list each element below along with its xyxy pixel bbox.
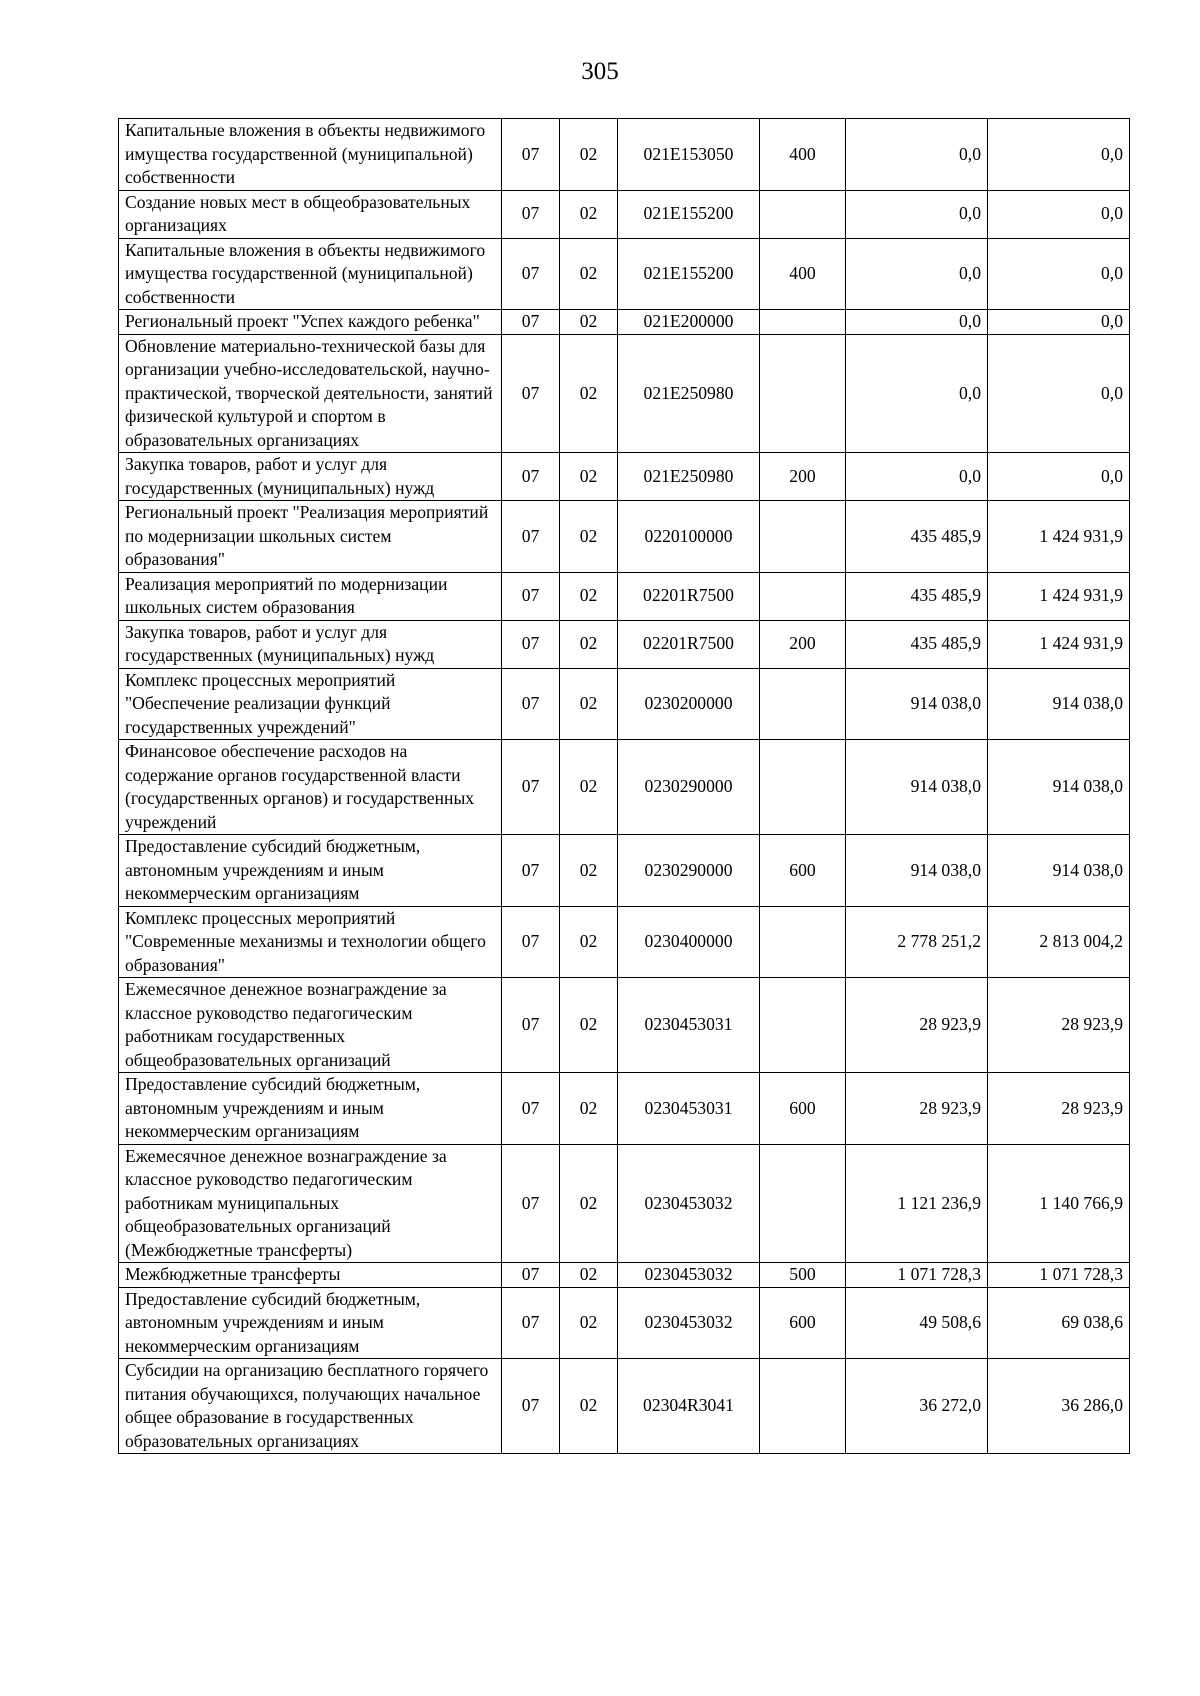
row-expense-type-cell: 200 bbox=[760, 453, 846, 501]
row-name-cell: Создание новых мест в общеобразовательных организациях bbox=[119, 190, 502, 238]
row-target-article-cell: 0230453031 bbox=[618, 1073, 760, 1145]
row-name-cell: Комплекс процессных мероприятий "Обеспечение реализации функций государственных учреждений" bbox=[119, 668, 502, 740]
table-row bbox=[119, 620, 1130, 668]
table-row bbox=[119, 1073, 1130, 1145]
row-expense-type-cell: 600 bbox=[760, 1073, 846, 1145]
row-amount-2-cell: 914 038,0 bbox=[988, 835, 1130, 907]
row-target-article-cell: 021Е250980 bbox=[618, 334, 760, 453]
row-name-cell: Закупка товаров, работ и услуг для государственных (муниципальных) нужд bbox=[119, 620, 502, 668]
row-amount-1-cell: 0,0 bbox=[846, 453, 988, 501]
row-amount-2-cell: 0,0 bbox=[988, 334, 1130, 453]
row-amount-1-cell: 435 485,9 bbox=[846, 620, 988, 668]
row-section-cell: 07 bbox=[502, 740, 560, 835]
row-amount-2-cell: 1 071 728,3 bbox=[988, 1263, 1130, 1288]
row-amount-1-cell: 0,0 bbox=[846, 238, 988, 310]
row-subsection-cell: 02 bbox=[560, 310, 618, 335]
row-section-cell: 07 bbox=[502, 1073, 560, 1145]
row-name-cell: Межбюджетные трансферты bbox=[119, 1263, 502, 1288]
row-name-cell: Комплекс процессных мероприятий "Современные механизмы и технологии общего образования" bbox=[119, 906, 502, 978]
row-name-cell: Региональный проект "Успех каждого ребенка" bbox=[119, 310, 502, 335]
row-amount-2-cell: 1 424 931,9 bbox=[988, 501, 1130, 573]
table-row bbox=[119, 740, 1130, 835]
row-expense-type-cell bbox=[760, 1144, 846, 1263]
row-expense-type-cell bbox=[760, 906, 846, 978]
row-amount-1-cell: 36 272,0 bbox=[846, 1359, 988, 1454]
row-subsection-cell: 02 bbox=[560, 906, 618, 978]
row-expense-type-cell: 400 bbox=[760, 238, 846, 310]
row-target-article-cell: 0230400000 bbox=[618, 906, 760, 978]
row-amount-2-cell: 1 424 931,9 bbox=[988, 572, 1130, 620]
row-section-cell: 07 bbox=[502, 1263, 560, 1288]
row-amount-1-cell: 1 071 728,3 bbox=[846, 1263, 988, 1288]
row-subsection-cell: 02 bbox=[560, 668, 618, 740]
row-name-cell: Ежемесячное денежное вознаграждение за классное руководство педагогическим работникам государственных общеобразовательных организаций bbox=[119, 978, 502, 1073]
row-section-cell: 07 bbox=[502, 1144, 560, 1263]
row-amount-2-cell: 28 923,9 bbox=[988, 978, 1130, 1073]
row-amount-1-cell: 28 923,9 bbox=[846, 978, 988, 1073]
table-row bbox=[119, 668, 1130, 740]
row-subsection-cell: 02 bbox=[560, 1144, 618, 1263]
row-target-article-cell: 021Е155200 bbox=[618, 190, 760, 238]
row-subsection-cell: 02 bbox=[560, 1263, 618, 1288]
row-subsection-cell: 02 bbox=[560, 1359, 618, 1454]
row-expense-type-cell bbox=[760, 978, 846, 1073]
row-target-article-cell: 02304R3041 bbox=[618, 1359, 760, 1454]
row-amount-1-cell: 435 485,9 bbox=[846, 501, 988, 573]
row-section-cell: 07 bbox=[502, 190, 560, 238]
row-amount-1-cell: 914 038,0 bbox=[846, 668, 988, 740]
table-row bbox=[119, 238, 1130, 310]
row-target-article-cell: 0230200000 bbox=[618, 668, 760, 740]
row-amount-1-cell: 2 778 251,2 bbox=[846, 906, 988, 978]
row-section-cell: 07 bbox=[502, 334, 560, 453]
row-section-cell: 07 bbox=[502, 310, 560, 335]
row-target-article-cell: 0230453032 bbox=[618, 1287, 760, 1359]
row-amount-2-cell: 36 286,0 bbox=[988, 1359, 1130, 1454]
row-section-cell: 07 bbox=[502, 453, 560, 501]
table-row bbox=[119, 501, 1130, 573]
budget-table bbox=[118, 118, 1130, 1454]
row-amount-2-cell: 0,0 bbox=[988, 190, 1130, 238]
row-section-cell: 07 bbox=[502, 668, 560, 740]
row-expense-type-cell bbox=[760, 572, 846, 620]
row-section-cell: 07 bbox=[502, 1359, 560, 1454]
row-amount-1-cell: 0,0 bbox=[846, 190, 988, 238]
row-amount-2-cell: 1 424 931,9 bbox=[988, 620, 1130, 668]
row-subsection-cell: 02 bbox=[560, 1073, 618, 1145]
row-amount-1-cell: 49 508,6 bbox=[846, 1287, 988, 1359]
row-target-article-cell: 0230453031 bbox=[618, 978, 760, 1073]
page-number: 305 bbox=[581, 58, 619, 85]
row-section-cell: 07 bbox=[502, 835, 560, 907]
row-amount-2-cell: 2 813 004,2 bbox=[988, 906, 1130, 978]
table-body bbox=[119, 119, 1130, 1454]
table-row bbox=[119, 835, 1130, 907]
table-row bbox=[119, 334, 1130, 453]
row-expense-type-cell: 400 bbox=[760, 119, 846, 191]
row-target-article-cell: 0230290000 bbox=[618, 740, 760, 835]
row-subsection-cell: 02 bbox=[560, 978, 618, 1073]
row-section-cell: 07 bbox=[502, 501, 560, 573]
row-expense-type-cell bbox=[760, 334, 846, 453]
row-name-cell: Закупка товаров, работ и услуг для государственных (муниципальных) нужд bbox=[119, 453, 502, 501]
row-subsection-cell: 02 bbox=[560, 119, 618, 191]
row-target-article-cell: 02201R7500 bbox=[618, 620, 760, 668]
row-target-article-cell: 021Е153050 bbox=[618, 119, 760, 191]
row-expense-type-cell bbox=[760, 501, 846, 573]
row-amount-2-cell: 0,0 bbox=[988, 310, 1130, 335]
row-subsection-cell: 02 bbox=[560, 501, 618, 573]
row-name-cell: Ежемесячное денежное вознаграждение за классное руководство педагогическим работникам муниципальных общеобразовательных организаций (Межбюджетные трансферты) bbox=[119, 1144, 502, 1263]
table-row bbox=[119, 1359, 1130, 1454]
row-amount-1-cell: 914 038,0 bbox=[846, 835, 988, 907]
row-amount-1-cell: 0,0 bbox=[846, 119, 988, 191]
row-section-cell: 07 bbox=[502, 119, 560, 191]
row-target-article-cell: 021Е155200 bbox=[618, 238, 760, 310]
row-section-cell: 07 bbox=[502, 906, 560, 978]
row-amount-2-cell: 914 038,0 bbox=[988, 740, 1130, 835]
table-row bbox=[119, 310, 1130, 335]
row-expense-type-cell bbox=[760, 190, 846, 238]
row-section-cell: 07 bbox=[502, 572, 560, 620]
row-section-cell: 07 bbox=[502, 620, 560, 668]
table-row bbox=[119, 906, 1130, 978]
row-amount-2-cell: 0,0 bbox=[988, 453, 1130, 501]
row-subsection-cell: 02 bbox=[560, 620, 618, 668]
row-amount-1-cell: 28 923,9 bbox=[846, 1073, 988, 1145]
row-subsection-cell: 02 bbox=[560, 334, 618, 453]
row-name-cell: Капитальные вложения в объекты недвижимого имущества государственной (муниципальной) собственности bbox=[119, 119, 502, 191]
row-target-article-cell: 0230290000 bbox=[618, 835, 760, 907]
row-section-cell: 07 bbox=[502, 978, 560, 1073]
row-target-article-cell: 0230453032 bbox=[618, 1144, 760, 1263]
row-subsection-cell: 02 bbox=[560, 238, 618, 310]
row-subsection-cell: 02 bbox=[560, 572, 618, 620]
table-row bbox=[119, 119, 1130, 191]
row-expense-type-cell bbox=[760, 668, 846, 740]
row-name-cell: Обновление материально-технической базы для организации учебно-исследовательской, научно-практической, творческой деятельности, занятий физической культурой и спортом в образовательных организациях bbox=[119, 334, 502, 453]
row-expense-type-cell: 200 bbox=[760, 620, 846, 668]
row-amount-1-cell: 914 038,0 bbox=[846, 740, 988, 835]
table-row bbox=[119, 1144, 1130, 1263]
table-row bbox=[119, 190, 1130, 238]
row-expense-type-cell bbox=[760, 310, 846, 335]
row-name-cell: Предоставление субсидий бюджетным, автономным учреждениям и иным некоммерческим организациям bbox=[119, 835, 502, 907]
row-name-cell: Предоставление субсидий бюджетным, автономным учреждениям и иным некоммерческим организациям bbox=[119, 1073, 502, 1145]
row-amount-1-cell: 1 121 236,9 bbox=[846, 1144, 988, 1263]
row-target-article-cell: 02201R7500 bbox=[618, 572, 760, 620]
row-expense-type-cell bbox=[760, 740, 846, 835]
table-row bbox=[119, 453, 1130, 501]
table-row bbox=[119, 1287, 1130, 1359]
row-target-article-cell: 021Е200000 bbox=[618, 310, 760, 335]
row-amount-1-cell: 435 485,9 bbox=[846, 572, 988, 620]
row-name-cell: Субсидии на организацию бесплатного горячего питания обучающихся, получающих начальное общее образование в государственных образовательных организациях bbox=[119, 1359, 502, 1454]
row-subsection-cell: 02 bbox=[560, 1287, 618, 1359]
row-amount-2-cell: 0,0 bbox=[988, 119, 1130, 191]
table-row bbox=[119, 1263, 1130, 1288]
row-subsection-cell: 02 bbox=[560, 835, 618, 907]
table-row bbox=[119, 572, 1130, 620]
row-name-cell: Капитальные вложения в объекты недвижимого имущества государственной (муниципальной) собственности bbox=[119, 238, 502, 310]
row-name-cell: Реализация мероприятий по модернизации школьных систем образования bbox=[119, 572, 502, 620]
row-name-cell: Финансовое обеспечение расходов на содержание органов государственной власти (государственных органов) и государственных учреждений bbox=[119, 740, 502, 835]
row-target-article-cell: 0220100000 bbox=[618, 501, 760, 573]
row-amount-2-cell: 0,0 bbox=[988, 238, 1130, 310]
row-expense-type-cell: 500 bbox=[760, 1263, 846, 1288]
row-amount-1-cell: 0,0 bbox=[846, 310, 988, 335]
row-name-cell: Региональный проект "Реализация мероприятий по модернизации школьных систем образования" bbox=[119, 501, 502, 573]
row-amount-1-cell: 0,0 bbox=[846, 334, 988, 453]
row-expense-type-cell: 600 bbox=[760, 1287, 846, 1359]
row-subsection-cell: 02 bbox=[560, 190, 618, 238]
row-amount-2-cell: 1 140 766,9 bbox=[988, 1144, 1130, 1263]
row-amount-2-cell: 28 923,9 bbox=[988, 1073, 1130, 1145]
row-expense-type-cell bbox=[760, 1359, 846, 1454]
table-row bbox=[119, 978, 1130, 1073]
row-amount-2-cell: 69 038,6 bbox=[988, 1287, 1130, 1359]
row-subsection-cell: 02 bbox=[560, 740, 618, 835]
row-section-cell: 07 bbox=[502, 238, 560, 310]
row-expense-type-cell: 600 bbox=[760, 835, 846, 907]
row-subsection-cell: 02 bbox=[560, 453, 618, 501]
row-target-article-cell: 0230453032 bbox=[618, 1263, 760, 1288]
row-name-cell: Предоставление субсидий бюджетным, автономным учреждениям и иным некоммерческим организациям bbox=[119, 1287, 502, 1359]
row-section-cell: 07 bbox=[502, 1287, 560, 1359]
row-amount-2-cell: 914 038,0 bbox=[988, 668, 1130, 740]
row-target-article-cell: 021Е250980 bbox=[618, 453, 760, 501]
